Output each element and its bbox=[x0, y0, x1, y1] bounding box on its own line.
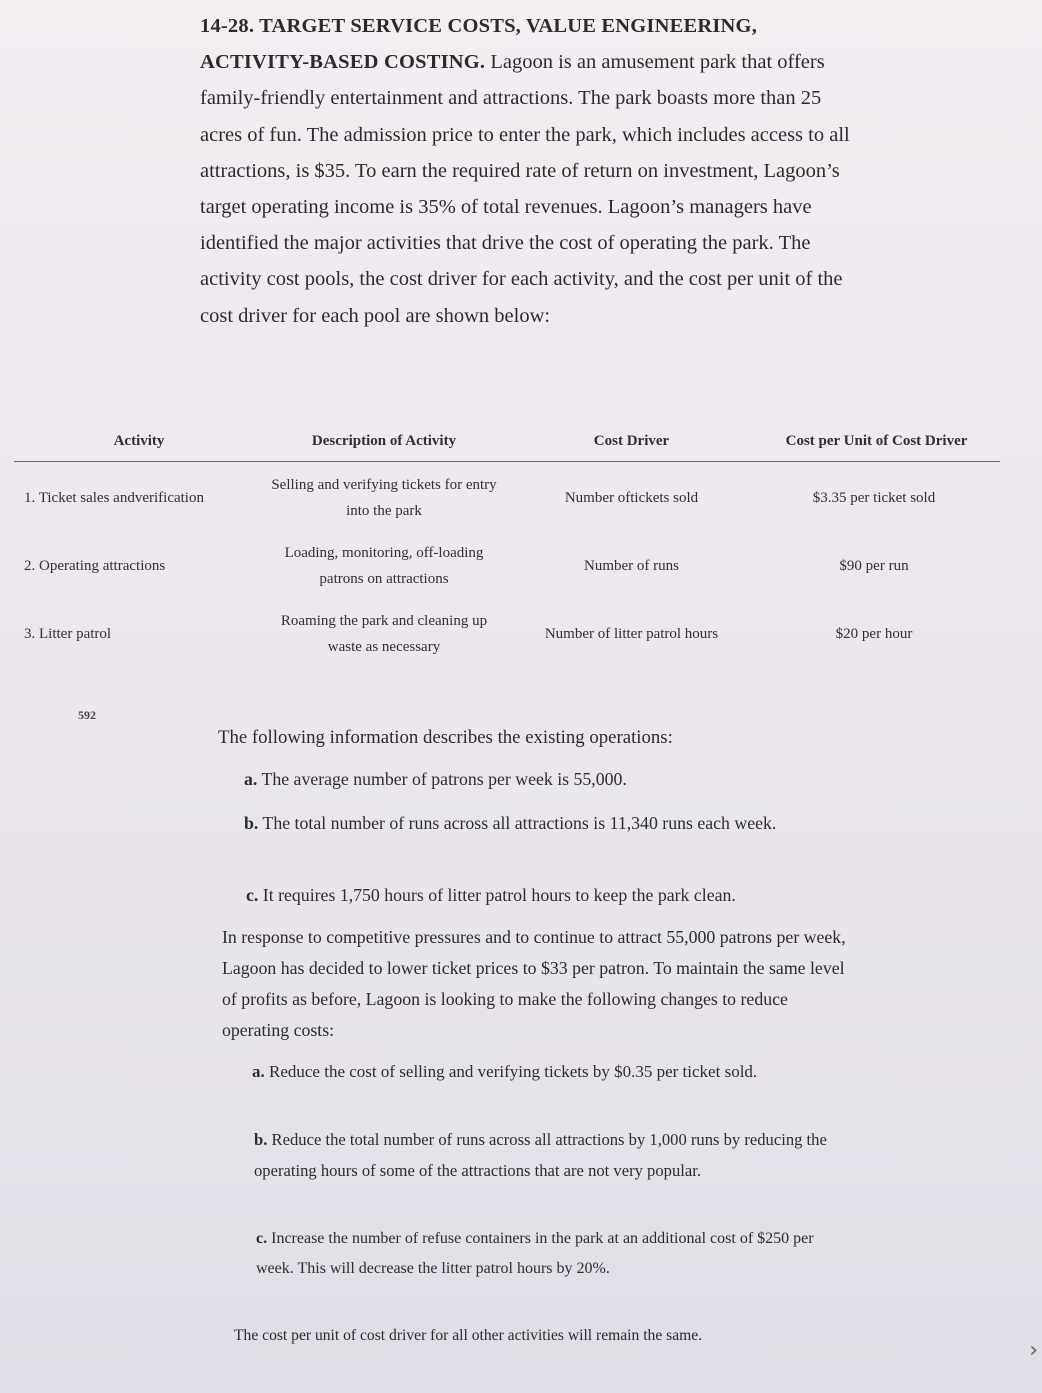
response-paragraph: In response to competitive pressures and to continue to attract 55,000 patrons per week, Lagoon has decided to lower ticket prices to $33 per patron. To maintain the same level of profits as before, Lagoon is looking to make the following changes to reduce operating costs: bbox=[222, 927, 846, 1040]
problem-heading: 14-28. TARGET SERVICE COSTS, VALUE ENGINEERING, ACTIVITY-BASED COSTING. bbox=[200, 15, 758, 74]
row-activity: 3. Litter patrol bbox=[24, 626, 112, 642]
problem-intro bbox=[200, 8, 860, 334]
row-cost-per-unit: $3.35 per ticket sold bbox=[812, 490, 936, 506]
change-item-a-label: a. bbox=[252, 1062, 265, 1081]
row-cost-driver: Number of runs bbox=[584, 558, 679, 574]
change-item-b-text: Reduce the total number of runs across all attractions by 1,000 runs by reducing the operating hours of some of the attractions that are not very popular. bbox=[254, 1130, 827, 1180]
row-activity: 1. Ticket sales andverification bbox=[24, 490, 204, 506]
header-activity: Activity bbox=[113, 433, 165, 449]
change-item-b bbox=[254, 1125, 854, 1186]
existing-item-b-label: b. bbox=[244, 813, 259, 833]
closing-note: The cost per unit of cost driver for all other activities will remain the same. bbox=[234, 1327, 703, 1344]
row-description: Loading, monitoring, off-loading patrons on attractions bbox=[284, 545, 484, 587]
change-item-c-text: Increase the number of refuse containers in the park at an additional cost of $250 per week. This will decrease the litter patrol hours by 20%. bbox=[256, 1230, 814, 1277]
header-rule bbox=[14, 461, 1000, 462]
row-cost-driver: Number oftickets sold bbox=[564, 490, 699, 506]
row-cost-per-unit: $90 per run bbox=[839, 558, 909, 574]
existing-item-b-text: The total number of runs across all attractions is 11,340 runs each week. bbox=[262, 813, 777, 833]
existing-item-c-text: It requires 1,750 hours of litter patrol hours to keep the park clean. bbox=[262, 885, 736, 905]
change-item-c-label: c. bbox=[256, 1230, 268, 1247]
problem-intro-text: Lagoon is an amusement park that offers family-friendly entertainment and attractions. The park boasts more than 25 acres of fun. The admission price to enter the park, which includes access to all attractions, is $35. To earn the required rate of return on investment, Lagoon’s target operating income is 35% of total revenues. Lagoon’s managers have identified the major activities that drive the cost of operating the park. The activity cost pools, the cost driver for each activity, and the cost per unit of the cost driver for each pool are shown below: bbox=[200, 51, 850, 327]
header-cost-per-unit: Cost per Unit of Cost Driver bbox=[785, 433, 968, 449]
table-row bbox=[14, 606, 1000, 662]
row-description: Roaming the park and cleaning up waste as necessary bbox=[280, 613, 488, 655]
row-activity: 2. Operating attractions bbox=[24, 558, 166, 574]
existing-item-a bbox=[244, 764, 844, 795]
existing-item-a-text: The average number of patrons per week is 55,000. bbox=[261, 769, 627, 789]
change-item-a bbox=[252, 1056, 842, 1087]
row-description: Selling and verifying tickets for entry into the park bbox=[271, 477, 497, 519]
header-cost-driver: Cost Driver bbox=[593, 433, 670, 449]
table-row bbox=[14, 470, 1000, 526]
change-item-c bbox=[256, 1224, 826, 1284]
page-number: 592 bbox=[78, 708, 96, 722]
existing-item-c-label: c. bbox=[246, 885, 259, 905]
table-row bbox=[14, 538, 1000, 594]
existing-item-c bbox=[246, 880, 846, 911]
row-cost-driver: Number of litter patrol hours bbox=[544, 626, 719, 642]
change-item-b-label: b. bbox=[254, 1130, 268, 1149]
activity-cost-table bbox=[14, 428, 1000, 668]
chevron-right-icon[interactable]: › bbox=[1029, 1338, 1038, 1363]
existing-item-b bbox=[244, 807, 844, 839]
existing-item-a-label: a. bbox=[244, 769, 258, 789]
header-description: Description of Activity bbox=[311, 433, 457, 449]
row-cost-per-unit: $20 per hour bbox=[835, 626, 913, 642]
change-item-a-text: Reduce the cost of selling and verifying tickets by $0.35 per ticket sold. bbox=[269, 1062, 758, 1081]
existing-operations-lead: The following information describes the existing operations: bbox=[218, 727, 673, 748]
